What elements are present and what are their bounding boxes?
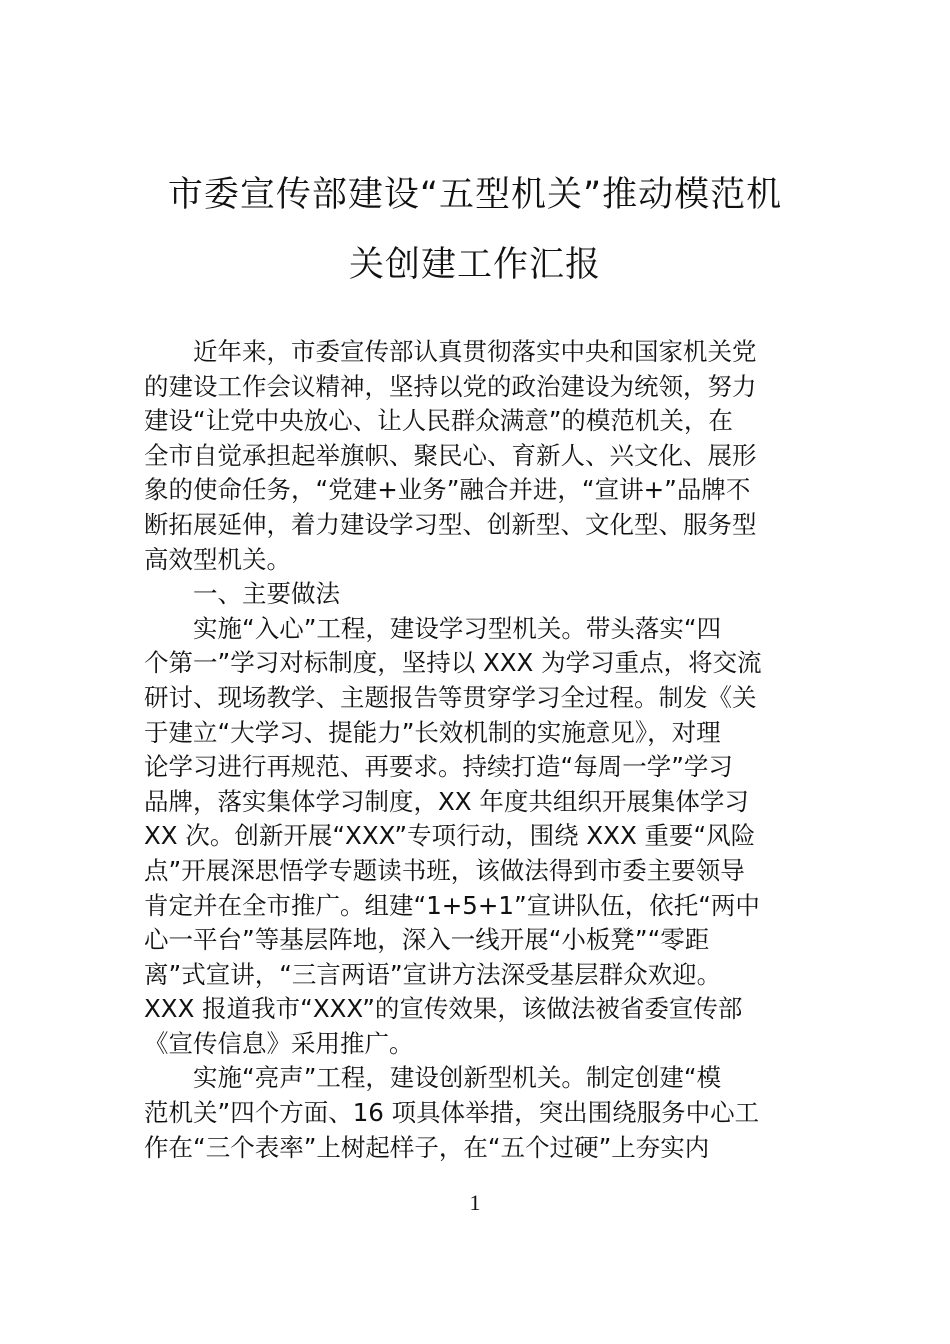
document-body	[144, 335, 806, 1165]
paragraph-intro-line: 全市自觉承担起举旗帜、聚民心、育新人、兴文化、展形	[144, 440, 757, 470]
paragraph-innovation-line: 范机关”四个方面、16 项具体举措，突出围绕服务中心工	[144, 1098, 760, 1128]
paragraph-learning-line: 离”式宣讲，“三言两语”宣讲方法深受基层群众欢迎。	[144, 959, 722, 989]
paragraph-learning-line: 实施“入心”工程，建设学习型机关。带头落实“四	[193, 613, 722, 643]
paragraph-learning-line: XXX 报道我市“XXX”的宣传效果，该做法被省委宣传部	[144, 994, 743, 1024]
paragraph-intro-line: 建设“让党中央放心、让人民群众满意”的模范机关，在	[144, 406, 733, 436]
paragraph-intro-line: 近年来，市委宣传部认真贯彻落实中央和国家机关党	[193, 337, 757, 366]
paragraph-learning-line: 个第一”学习对标制度，坚持以 XXX 为学习重点，将交流	[144, 648, 762, 678]
paragraph-innovation-line: 作在“三个表率”上树起样子，在“五个过硬”上夯实内	[144, 1132, 710, 1162]
paragraph-innovation-line: 实施“亮声”工程，建设创新型机关。制定创建“模	[193, 1063, 722, 1093]
paragraph-intro-line: 断拓展延伸，着力建设学习型、创新型、文化型、服务型	[144, 509, 757, 539]
paragraph-learning-line: 《宣传信息》采用推广。	[144, 1028, 414, 1058]
paragraph-intro-line: 象的使命任务，“党建+业务”融合并进，“宣讲+”品牌不	[144, 475, 751, 505]
paragraph-learning-line: 于建立“大学习、提能力”长效机制的实施意见》，对理	[144, 717, 721, 747]
paragraph-learning-line: 肯定并在全市推广。组建“1+5+1”宣讲队伍，依托“两中	[144, 890, 760, 920]
section-heading: 一、主要做法	[193, 579, 340, 609]
paragraph-learning-line: 论学习进行再规范、再要求。持续打造“每周一学”学习	[144, 752, 733, 782]
paragraph-intro-line: 的建设工作会议精神，坚持以党的政治建设为统领，努力	[144, 371, 757, 401]
paragraph-learning-line: 品牌，落实集体学习制度，XX 年度共组织开展集体学习	[144, 786, 749, 816]
paragraph-learning-line: 心一平台”等基层阵地，深入一线开展“小板凳”“零距	[144, 925, 710, 955]
document-title-line-2: 关创建工作汇报	[348, 245, 601, 285]
paragraph-intro-line: 高效型机关。	[144, 544, 291, 574]
paragraph-learning-line: XX 次。创新开展“XXX”专项行动，围绕 XXX 重要“风险	[144, 821, 756, 851]
document-title-line-1: 市委宣传部建设“五型机关”推动模范机	[167, 175, 783, 215]
page-number: 1	[469, 1190, 481, 1215]
paragraph-learning-line: 研讨、现场教学、主题报告等贯穿学习全过程。制发《关	[144, 682, 757, 712]
paragraph-learning-line: 点”开展深思悟学专题读书班，该做法得到市委主要领导	[144, 855, 745, 885]
